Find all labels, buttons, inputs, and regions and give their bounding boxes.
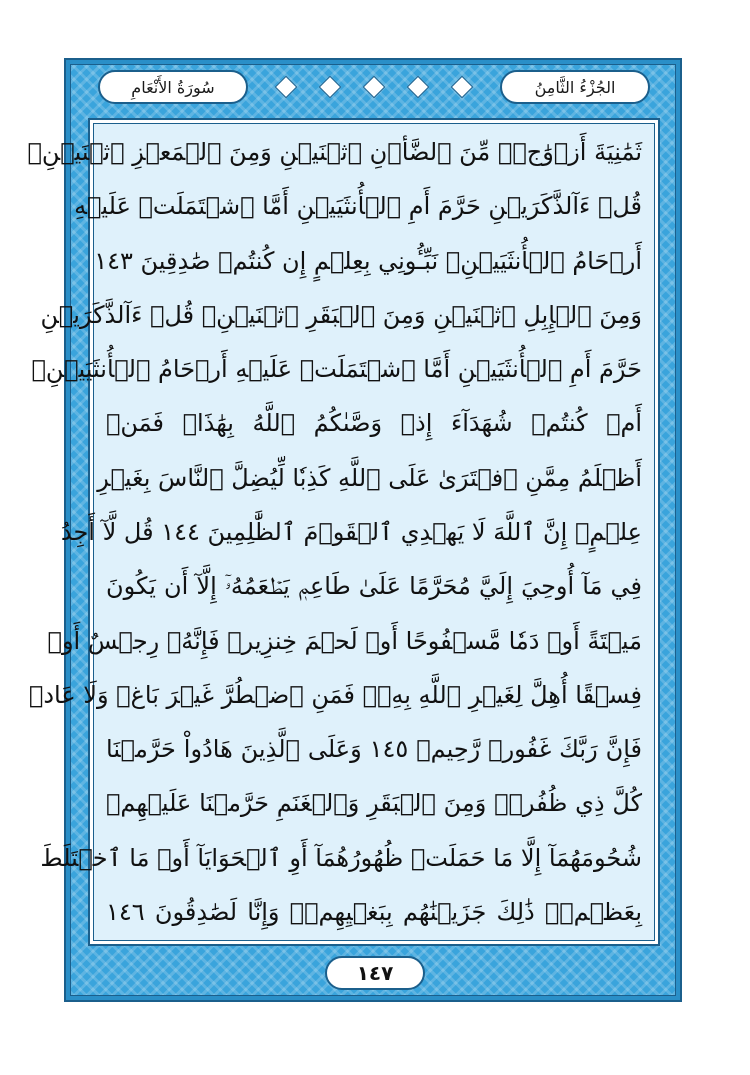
verse-lines: [27, 126, 642, 938]
page-number: ١٤٧: [325, 956, 425, 990]
verse-line: فَإِنَّ رَبَّكَ غَفُورٞ رَّحِيمٞ ١٤٥ وَعَلَى ٱلَّذِينَ هَادُواْ حَرَّمۡنَا: [106, 735, 642, 764]
verse-line: بِعَظۡمٖۚ ذَٰلِكَ جَزَيۡنَٰهُم بِبَغۡيِهِمۡۖ وَإِنَّا لَصَٰدِقُونَ ١٤٦: [106, 897, 642, 926]
surah-name: سُورَةُ الأَنْعَامِ: [131, 77, 215, 97]
verse-line: أَظۡلَمُ مِمَّنِ ٱفۡتَرَىٰ عَلَى ٱللَّهِ كَذِبٗا لِّيُضِلَّ ٱلنَّاسَ بِغَيۡرِ: [97, 463, 642, 492]
verse-line: فِي مَآ أُوحِيَ إِلَيَّ مُحَرَّمًا عَلَىٰ طَاعِمٖ يَطۡعَمُهُۥٓ إِلَّآ أَن يَكُونَ: [106, 572, 642, 601]
ornament-diamond-icon: [275, 76, 298, 99]
verse-line: حَرَّمَ أَمِ ٱلۡأُنثَيَيۡنِ أَمَّا ٱشۡتَمَلَتۡ عَلَيۡهِ أَرۡحَامُ ٱلۡأُنثَيَيۡنِۖ: [31, 355, 642, 384]
verse-line: وَمِنَ ٱلۡإِبِلِ ٱثۡنَيۡنِ وَمِنَ ٱلۡبَقَرِ ٱثۡنَيۡنِۗ قُلۡ ءَآلذَّكَرَيۡنِ: [40, 300, 642, 329]
surah-name-cartouche: [98, 70, 248, 104]
verse-line: شُحُومَهُمَآ إِلَّا مَا حَمَلَتۡ ظُهُورُهُمَآ أَوِ ٱلۡحَوَايَآ أَوۡ مَا ٱخۡتَلَطَ: [40, 843, 642, 872]
ornament-diamond-icon: [407, 76, 430, 99]
verse-line: عِلۡمٍۚ إِنَّ ٱللَّهَ لَا يَهۡدِي ٱلۡقَوۡمَ ٱلظَّٰلِمِينَ ١٤٤ قُل لَّآ أَجِدُ: [60, 517, 642, 546]
verse-line: ثَمَٰنِيَةَ أَزۡوَٰجٖۖ مِّنَ ٱلضَّأۡنِ ٱثۡنَيۡنِ وَمِنَ ٱلۡمَعۡزِ ٱثۡنَيۡنِۗ: [27, 138, 642, 166]
text-panel: [27, 118, 660, 946]
verse-line: كُلَّ ذِي ظُفُرٖۖ وَمِنَ ٱلۡبَقَرِ وَٱلۡغَنَمِ حَرَّمۡنَا عَلَيۡهِمۡ: [106, 789, 642, 818]
ornament-diamond-icon: [451, 76, 474, 99]
verse-line: أَمۡ كُنتُمۡ شُهَدَآءَ إِذۡ وَصَّىٰكُمُ ٱللَّهُ بِهَٰذَاۚ فَمَنۡ: [106, 409, 642, 438]
verse-line: فِسۡقًا أُهِلَّ لِغَيۡرِ ٱللَّهِ بِهِۦۚ فَمَنِ ٱضۡطُرَّ غَيۡرَ بَاغٖ وَلَا عَادٖ: [28, 680, 642, 709]
ornament-diamond-icon: [363, 76, 386, 99]
verse-line: قُلۡ ءَآلذَّكَرَيۡنِ حَرَّمَ أَمِ ٱلۡأُنثَيَيۡنِ أَمَّا ٱشۡتَمَلَتۡ عَلَيۡهِ: [74, 192, 642, 221]
juz-name: الجُزْءُ الثَّامِنُ: [534, 77, 616, 97]
ornament-diamond-icon: [319, 76, 342, 99]
header-ornament: [278, 78, 470, 96]
page-header: [88, 64, 660, 112]
verse-line: مَيۡتَةً أَوۡ دَمٗا مَّسۡفُوحًا أَوۡ لَحۡمَ خِنزِيرٖ فَإِنَّهُۥ رِجۡسٌ أَوۡ: [47, 626, 642, 655]
juz-name-cartouche: [500, 70, 650, 104]
verse-line: أَرۡحَامُ ٱلۡأُنثَيَيۡنِۖ نَبِّـُٔونِي بِعِلۡمٍ إِن كُنتُمۡ صَٰدِقِينَ ١٤٣: [94, 246, 642, 275]
